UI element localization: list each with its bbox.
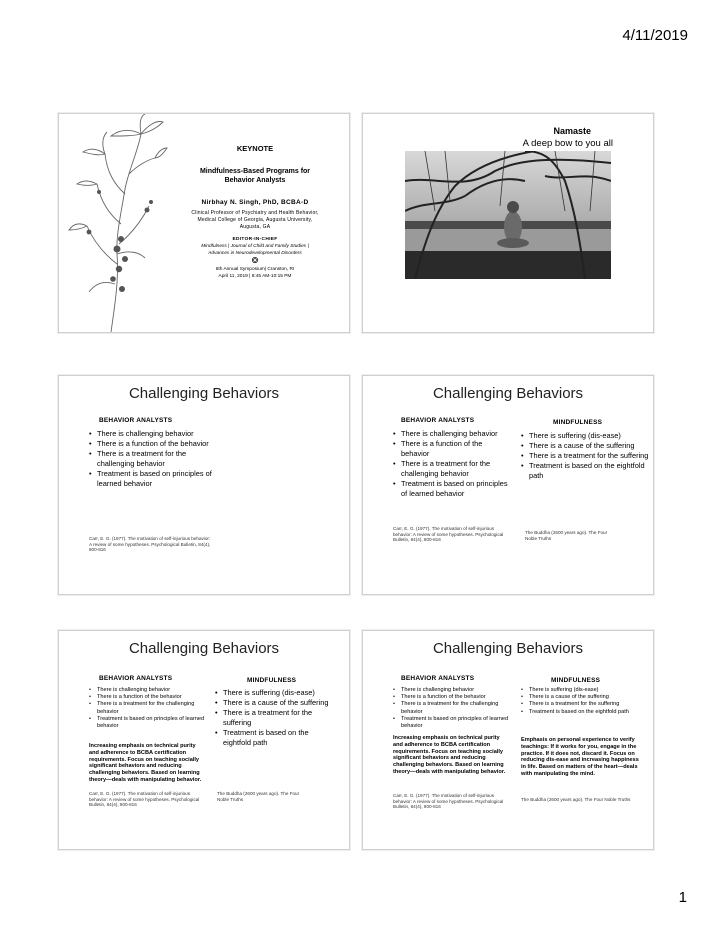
buddha-citation: The Buddha (2600 years ago). The Four Noble Truths (217, 791, 300, 802)
list-item: • There is challenging behavior (393, 687, 511, 694)
behavior-analysts-list (393, 687, 511, 730)
list-item: • There is a function of the behavior (89, 694, 207, 701)
keynote-label: KEYNOTE (236, 144, 274, 153)
slide-challenging-behaviors-2 (362, 375, 654, 595)
behavior-analysts-summary: Increasing emphasis on technical purity and adherence to BCBA certification requirements. Focus on teaching socially significant behaviors and reducing challenging behaviors. Based on learning theory—deals with manipulating behavior. (89, 743, 202, 783)
list-item: • There is a function of the behavior (393, 694, 511, 701)
affiliation-line2: Medical College of Georgia, Augusta University, (197, 217, 313, 223)
slide-keynote (58, 113, 350, 333)
slide-title: Challenging Behaviors (128, 640, 280, 657)
list-item: • Treatment is based on the eightfold path (521, 461, 649, 481)
slide-challenging-behaviors-4 (362, 630, 654, 850)
buddha-citation: The Buddha (2600 years ago). The Four Noble Truths (525, 530, 608, 541)
flower-branch-illustration (59, 114, 169, 332)
behavior-analysts-list (89, 687, 207, 730)
list-item: • There is a treatment for the challenging behavior (89, 701, 207, 715)
list-item: • There is suffering (dis-ease) (521, 687, 639, 694)
list-item: • Treatment is based on the eightfold path (521, 709, 639, 716)
list-item: • Treatment is based on principles of learned behavior (393, 716, 511, 730)
carr-citation: Carr, E. G. (1977). The motivation of self-injurious behavior: A review of some hypotheses. Psychological Bulletin, 84(4), 800-816 (89, 791, 200, 808)
list-item: • There is a cause of the suffering (521, 441, 649, 451)
ornament-icon: ❂ (251, 256, 259, 265)
page-date: 4/11/2019 (622, 27, 688, 44)
editor-label: EDITOR-IN-CHIEF (232, 237, 278, 242)
talk-title-line1: Mindfulness-Based Programs for (199, 168, 311, 175)
slide-challenging-behaviors-3 (58, 630, 350, 850)
slide-namaste (362, 113, 654, 333)
list-item: • There is a treatment for the challenging behavior (393, 459, 511, 479)
affiliation-line1: Clinical Professor of Psychiatry and Health Behavior, (191, 210, 319, 216)
list-item: • There is a cause of the suffering (215, 698, 330, 708)
list-item: • There is a treatment for the suffering (521, 701, 639, 708)
carr-citation: Carr, E. G. (1977). The motivation of self-injurious behavior: A review of some hypotheses. Psychological Bulletin, 84(4), 800-816 (393, 526, 504, 543)
namaste-title: Namaste (553, 126, 591, 136)
mindfulness-header: MINDFULNESS (551, 677, 601, 684)
mindfulness-header: MINDFULNESS (247, 677, 297, 684)
slide-challenging-behaviors-1 (58, 375, 350, 595)
page-number: 1 (678, 889, 687, 906)
list-item: • Treatment is based on the eightfold path (215, 728, 330, 748)
list-item: • There is a treatment for the suffering (521, 451, 649, 461)
carr-citation: Carr, E. G. (1977). The motivation of self-injurious behavior: A review of some hypotheses. Psychological Bulletin, 84(4), 800-816 (89, 536, 211, 553)
carr-citation: Carr, E. G. (1977). The motivation of self-injurious behavior: A review of some hypotheses. Psychological Bulletin, 84(4), 800-816 (393, 793, 504, 810)
slide-title: Challenging Behaviors (432, 385, 584, 402)
list-item: • There is suffering (dis-ease) (215, 688, 330, 698)
list-item: • There is a treatment for the challenging behavior (393, 701, 511, 715)
slide-title: Challenging Behaviors (128, 385, 280, 402)
list-item: • There is a treatment for the challenging behavior (89, 449, 224, 469)
list-item: • There is a function of the behavior (89, 439, 224, 449)
symposium-line: 6th Annual Symposium| Cranston, RI (215, 267, 295, 272)
list-item: • Treatment is based on principles of learned behavior (89, 469, 224, 489)
behavior-analysts-header: BEHAVIOR ANALYSTS (401, 675, 475, 682)
behavior-analysts-header: BEHAVIOR ANALYSTS (99, 417, 173, 424)
list-item: • Treatment is based on principles of learned behavior (89, 716, 207, 730)
list-item: • There is a cause of the suffering (521, 694, 639, 701)
buddha-citation: The Buddha (2600 years ago). The Four Noble Truths (521, 797, 631, 802)
journals-line1: Mindfulness | Journal of Child and Family Studies | (201, 244, 309, 249)
behavior-analysts-header: BEHAVIOR ANALYSTS (99, 675, 173, 682)
list-item: • There is challenging behavior (89, 687, 207, 694)
mindfulness-summary: Emphasis on personal experience to verify teachings: If it works for you, engage in the practice. If it does not, discard it. Focus on reducing dis-ease and increasing happiness in life. Based on matters of the heart—deals with manipulating the mind. (521, 737, 639, 777)
event-datetime: April 11, 2019 | 8:45 AM-10:15 PM (218, 274, 292, 279)
journals-line2: Advances in Neurodevelopmental Disorders (208, 251, 302, 256)
behavior-analysts-list (89, 429, 224, 489)
slide-title: Challenging Behaviors (432, 640, 584, 657)
affiliation-line3: Augusta, GA (239, 224, 271, 230)
behavior-analysts-summary: Increasing emphasis on technical purity and adherence to BCBA certification requirements. Focus on teaching socially significant behaviors and reducing challenging behaviors. Based on learning theory—deals with manipulating behavior. (393, 735, 506, 775)
mindfulness-list (521, 431, 649, 481)
talk-title-line2: Behavior Analysts (224, 177, 286, 184)
behavior-analysts-list (393, 429, 511, 499)
mindfulness-header: MINDFULNESS (553, 419, 603, 426)
list-item: • There is a function of the behavior (393, 439, 511, 459)
namaste-subtitle: A deep bow to you all (522, 138, 613, 149)
mindfulness-list (521, 687, 639, 716)
meditation-photo (405, 151, 611, 279)
list-item: • There is a treatment for the suffering (215, 708, 330, 728)
list-item: • There is challenging behavior (89, 429, 224, 439)
behavior-analysts-header: BEHAVIOR ANALYSTS (401, 417, 475, 424)
list-item: • There is challenging behavior (393, 429, 511, 439)
author-name: Nirbhay N. Singh, PhD, BCBA-D (201, 199, 309, 206)
mindfulness-list (215, 688, 330, 748)
list-item: • Treatment is based on principles of learned behavior (393, 479, 511, 499)
list-item: • There is suffering (dis-ease) (521, 431, 649, 441)
